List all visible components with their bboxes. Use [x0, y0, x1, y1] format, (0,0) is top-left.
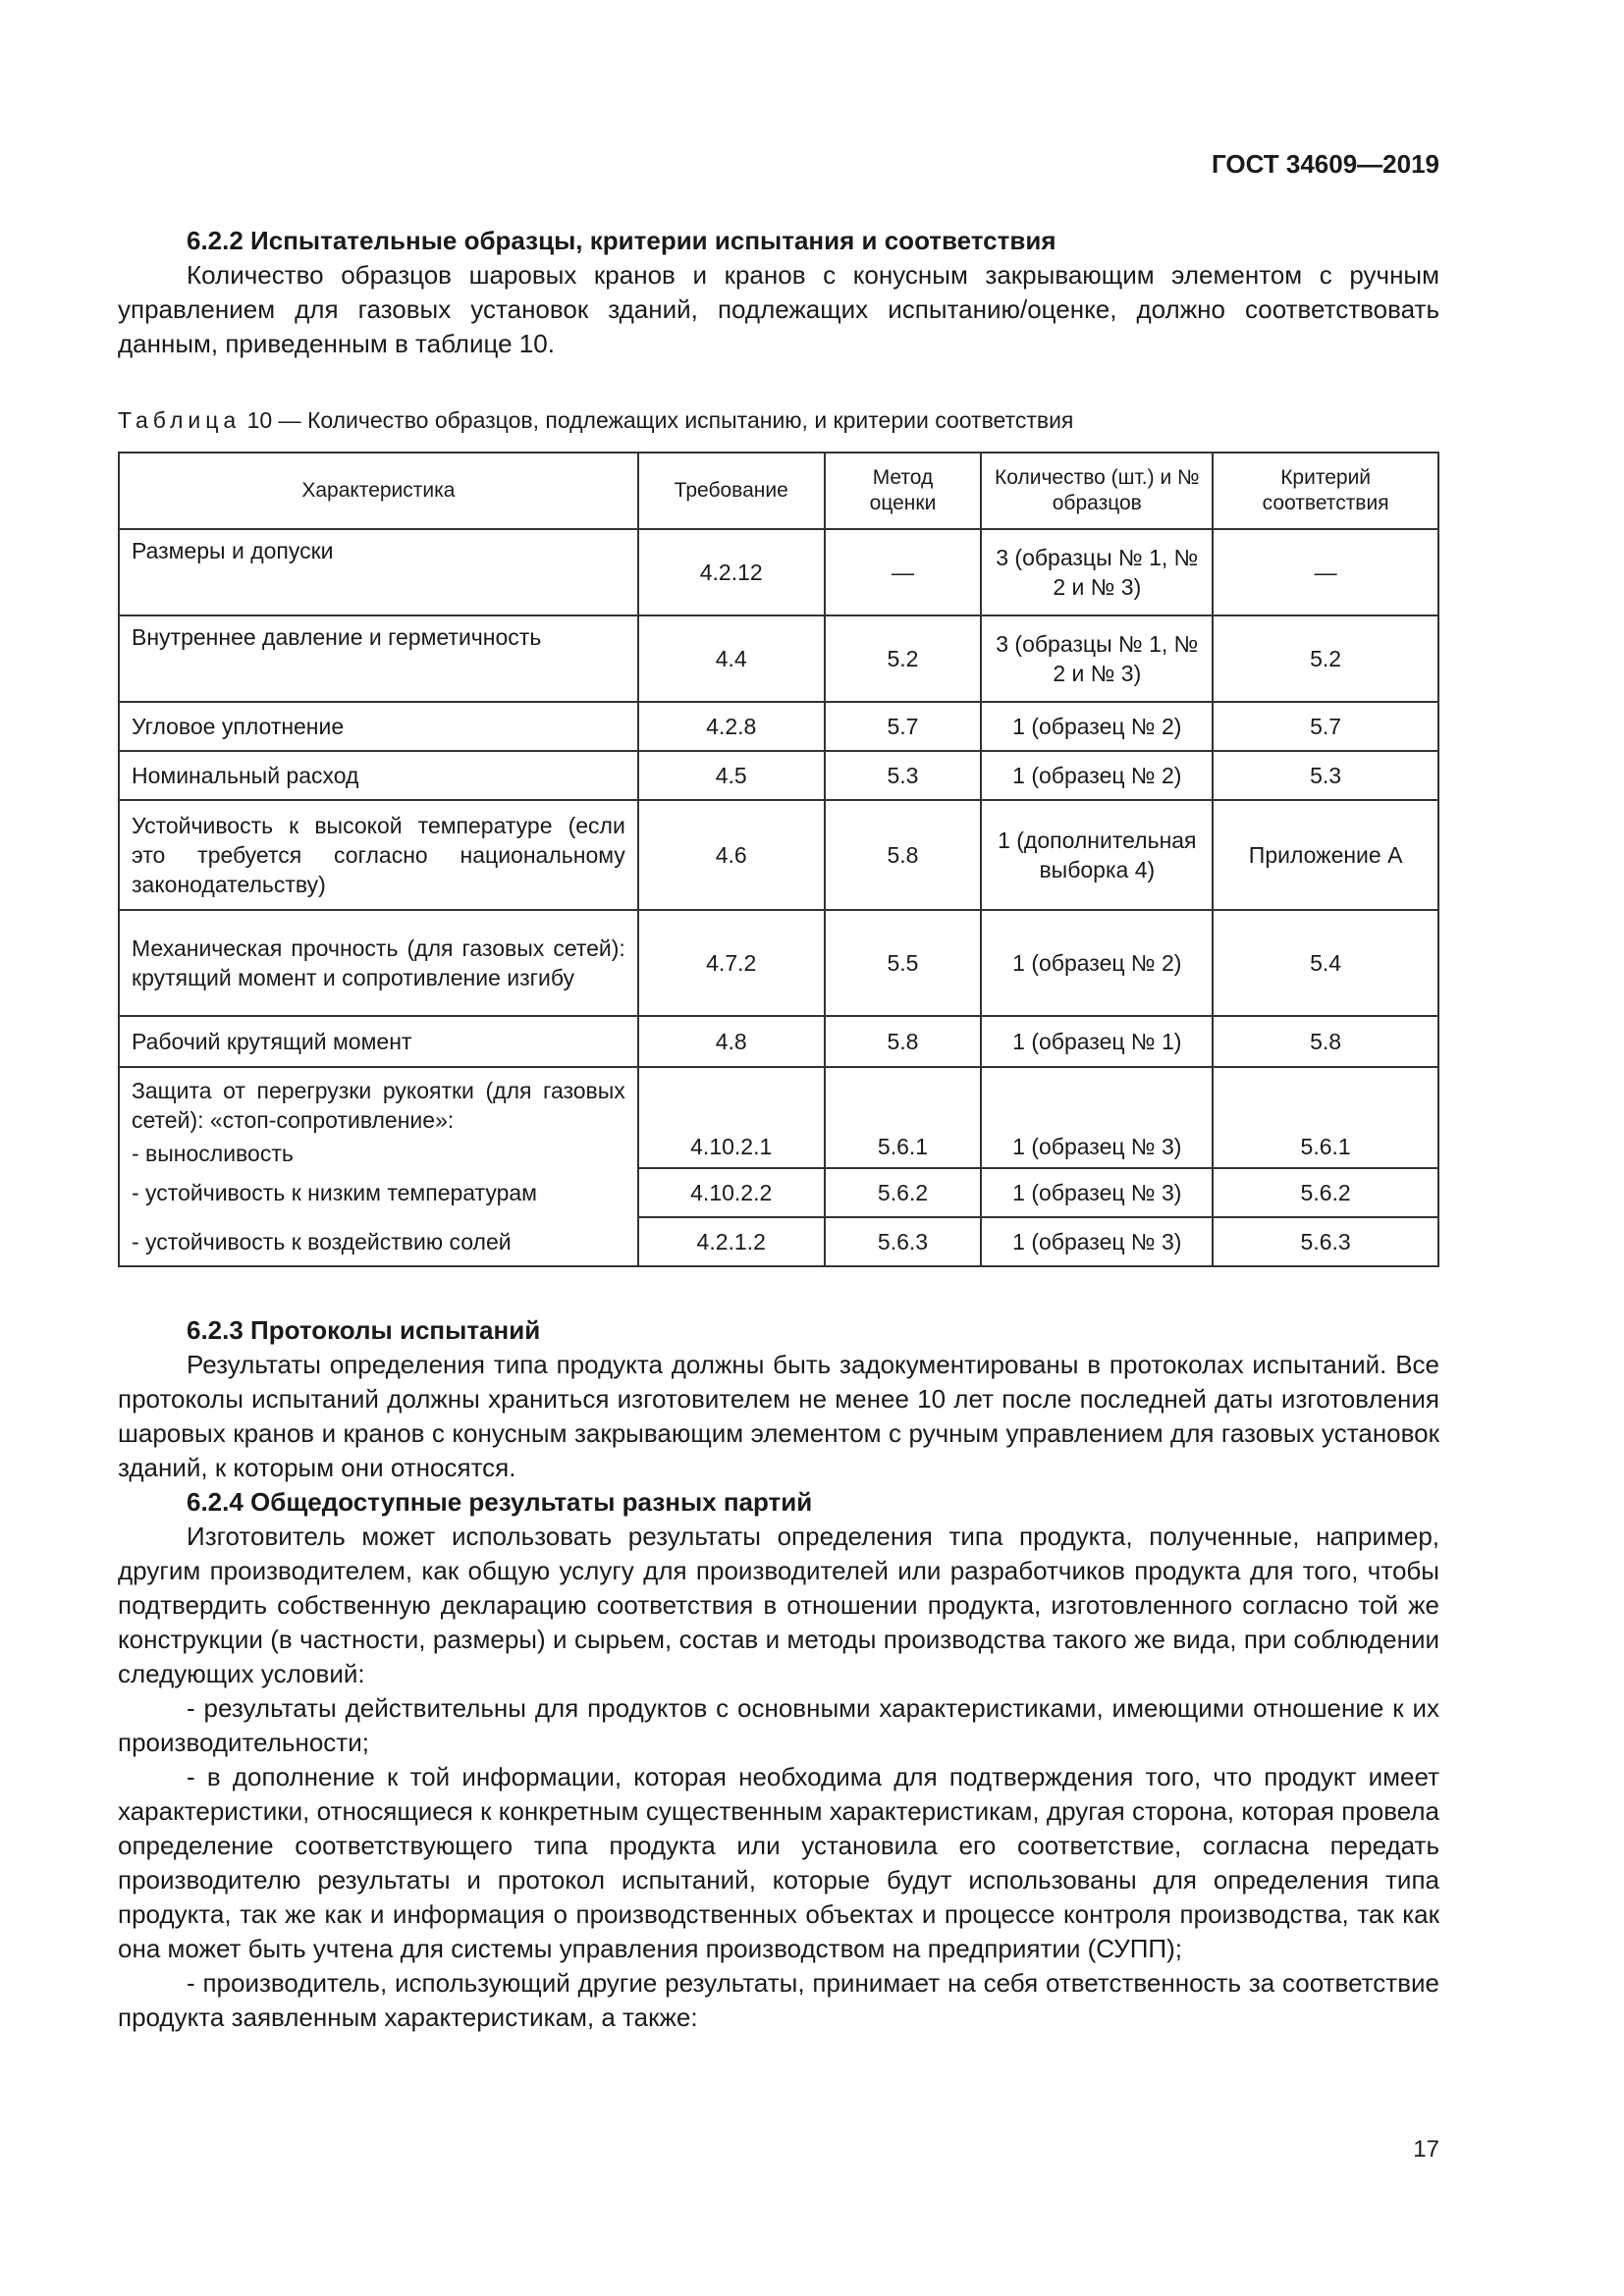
cell-method: 5.6.3 [825, 1217, 982, 1266]
table-row [119, 751, 1438, 800]
table-group-row [119, 1067, 1438, 1168]
cell-characteristic: Номинальный расход [119, 751, 638, 800]
section-6-2-2 [118, 224, 1439, 361]
cell-quantity: 1 (образец № 3) [981, 1217, 1213, 1266]
cell-method: 5.3 [825, 751, 982, 800]
cell-characteristic: Механическая прочность (для газовых сетей): крутящий момент и сопротивление изгибу [119, 910, 638, 1016]
cell-method: 5.6.1 [825, 1067, 982, 1168]
cell-quantity: 1 (образец № 2) [981, 751, 1213, 800]
cell-quantity: 1 (образец № 2) [981, 910, 1213, 1016]
cell-method: 5.2 [825, 615, 982, 702]
cell-method: — [825, 529, 982, 615]
cell-characteristic: Рабочий крутящий момент [119, 1016, 638, 1067]
section-6-2-3 [118, 1313, 1439, 2035]
section-heading: 6.2.3 Протоколы испытаний [187, 1315, 541, 1345]
table-row [119, 615, 1438, 702]
table-row [119, 529, 1438, 615]
table-caption-text: 10 — Количество образцов, подлежащих испытанию, и критерии соответствия [246, 407, 1074, 433]
cell-criterion: 5.6.1 [1213, 1067, 1438, 1168]
cell-characteristic: - выносливость [132, 1141, 294, 1166]
cell-quantity: 1 (образец № 2) [981, 702, 1213, 751]
header-cell: Требование [638, 453, 825, 529]
cell-requirement: 4.7.2 [638, 910, 825, 1016]
table-row [119, 1217, 1438, 1266]
cell-requirement: 4.10.2.2 [638, 1168, 825, 1217]
cell-quantity: 1 (образец № 3) [981, 1067, 1213, 1168]
section-paragraph: Количество образцов шаровых кранов и кранов с конусным закрывающим элементом с ручным управлением для газовых установок зданий, подлежащих испытанию/оценке, должно соответствовать данным, приведенным в таблице 10. [118, 260, 1439, 358]
header-cell: Характеристика [119, 453, 638, 529]
table-10 [118, 452, 1439, 1267]
cell-method: 5.5 [825, 910, 982, 1016]
section-paragraph: - в дополнение к той информации, которая необходима для подтверждения того, что продукт имеет характеристики, относящиеся к конкретным существенным характеристикам, другая сторона, которая провела определение соответствующего типа продукта или установила его соответствие, согласна передать производителю результаты и протокол испытаний, которые будут использованы для определения типа продукта, так же как и информация о производственных объектах и процессе контроля производства, так как она может быть учтена для системы управления производством на предприятии (СУПП); [118, 1762, 1439, 1963]
cell-criterion: 5.6.2 [1213, 1168, 1438, 1217]
cell-group-label [119, 1067, 638, 1168]
section-paragraph: Результаты определения типа продукта должны быть задокументированы в протоколах испытаний. Все протоколы испытаний должны храниться изготовителем не менее 10 лет после последней даты изготовления шаровых кранов и кранов с конусным закрывающим элементом с ручным управлением для газовых установок зданий, к которым они относятся. [118, 1350, 1439, 1482]
cell-requirement: 4.2.12 [638, 529, 825, 615]
cell-quantity: 3 (образцы № 1, № 2 и № 3) [981, 529, 1213, 615]
section-heading: 6.2.4 Общедоступные результаты разных партий [187, 1487, 813, 1517]
cell-criterion: Приложение А [1213, 800, 1438, 910]
cell-method: 5.8 [825, 800, 982, 910]
cell-characteristic: - устойчивость к низким температурам [119, 1168, 638, 1217]
cell-criterion: 5.6.3 [1213, 1217, 1438, 1266]
cell-quantity: 1 (образец № 3) [981, 1168, 1213, 1217]
table-header-row [119, 453, 1438, 529]
cell-requirement: 4.6 [638, 800, 825, 910]
section-paragraph: Изготовитель может использовать результаты определения типа продукта, полученные, например, другим производителем, как общую услугу для производителей или разработчиков продукта для того, чтобы подтвердить собственную декларацию соответствия в отношении продукта, изготовленного согласно той же конструкции (в частности, размеры) и сырьем, состав и методы производства такого же вида, при соблюдении следующих условий: [118, 1522, 1439, 1688]
cell-requirement: 4.10.2.1 [638, 1067, 825, 1168]
cell-quantity: 1 (дополнительная выборка 4) [981, 800, 1213, 910]
section-paragraph: - результаты действительны для продуктов с основными характеристиками, имеющими отношение к их производительности; [118, 1693, 1439, 1757]
cell-requirement: 4.2.1.2 [638, 1217, 825, 1266]
cell-requirement: 4.8 [638, 1016, 825, 1067]
document-id: ГОСТ 34609—2019 [1212, 149, 1439, 179]
cell-criterion: 5.3 [1213, 751, 1438, 800]
cell-criterion: 5.8 [1213, 1016, 1438, 1067]
cell-criterion: 5.7 [1213, 702, 1438, 751]
table-caption [118, 407, 1073, 434]
table-row [119, 800, 1438, 910]
cell-requirement: 4.5 [638, 751, 825, 800]
cell-criterion: 5.4 [1213, 910, 1438, 1016]
cell-criterion: 5.2 [1213, 615, 1438, 702]
table-row [119, 702, 1438, 751]
cell-characteristic: Угловое уплотнение [119, 702, 638, 751]
table-row [119, 1168, 1438, 1217]
cell-characteristic: Размеры и допуски [119, 529, 638, 615]
header-cell: Количество (шт.) и № образцов [981, 453, 1213, 529]
cell-characteristic: Устойчивость к высокой температуре (если это требуется согласно национальному законодательству) [119, 800, 638, 910]
cell-method: 5.8 [825, 1016, 982, 1067]
header-cell: Метод оценки [825, 453, 982, 529]
header-cell: Критерий соответствия [1213, 453, 1438, 529]
cell-requirement: 4.2.8 [638, 702, 825, 751]
cell-method: 5.6.2 [825, 1168, 982, 1217]
section-heading: 6.2.2 Испытательные образцы, критерии испытания и соответствия [187, 226, 1056, 255]
table-caption-word: Таблица [118, 407, 242, 433]
cell-characteristic: - устойчивость к воздействию солей [119, 1217, 638, 1266]
page-number: 17 [1413, 2136, 1439, 2163]
cell-requirement: 4.4 [638, 615, 825, 702]
cell-quantity: 3 (образцы № 1, № 2 и № 3) [981, 615, 1213, 702]
table-row [119, 1016, 1438, 1067]
section-paragraph: - производитель, использующий другие результаты, принимает на себя ответственность за соответствие продукта заявленным характеристикам, а также: [118, 1968, 1439, 2032]
cell-quantity: 1 (образец № 1) [981, 1016, 1213, 1067]
table-row [119, 910, 1438, 1016]
cell-criterion: — [1213, 529, 1438, 615]
group-label: Защита от перегрузки рукоятки (для газовых сетей): «стоп-сопротивление»: [132, 1078, 625, 1133]
cell-characteristic: Внутреннее давление и герметичность [119, 615, 638, 702]
cell-method: 5.7 [825, 702, 982, 751]
